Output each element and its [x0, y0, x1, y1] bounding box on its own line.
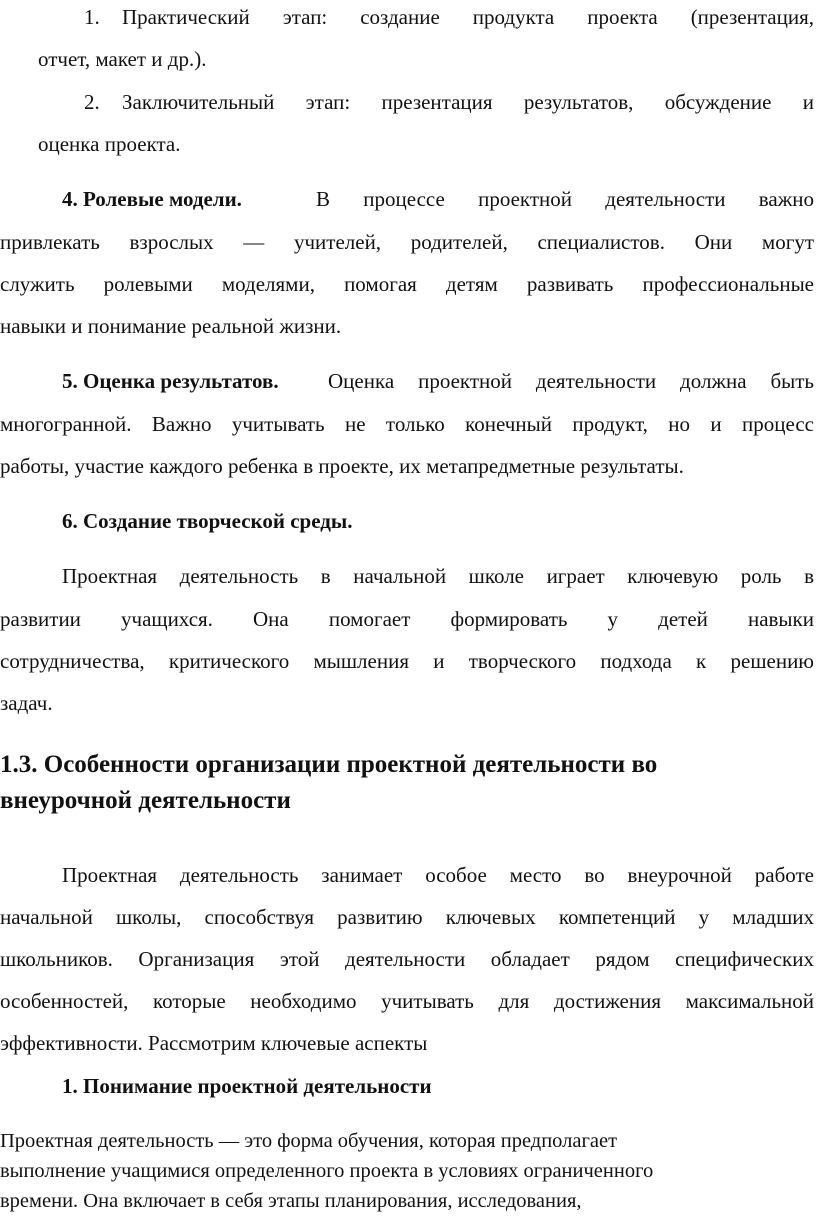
- list-item-text: Заключительный этап: презентация результатов, обсуждение и: [122, 90, 814, 114]
- section-heading: 5. Оценка результатов.: [62, 369, 279, 393]
- paragraph-line: Оценка проектной деятельности должна быть: [328, 369, 814, 393]
- paragraph-line: начальной школы, способствуя развитию ключевых компетенций у младших: [0, 905, 814, 929]
- section-heading: 4. Ролевые модели.: [62, 187, 242, 211]
- paragraph-line: навыки и понимание реальной жизни.: [0, 314, 342, 338]
- paragraph-line: работы, участие каждого ребенка в проекте, их метапредметные результаты.: [0, 454, 684, 478]
- paragraph-line: развитии учащихся. Она помогает формировать у детей навыки: [0, 607, 814, 631]
- paragraph-line: сотрудничества, критического мышления и творческого подхода к решению: [0, 649, 814, 673]
- list-item-text: оценка проекта.: [38, 132, 181, 156]
- list-item-text: Практический этап: создание продукта проекта (презентация,: [122, 5, 814, 29]
- section-heading: 6. Создание творческой среды.: [62, 509, 353, 533]
- list-item-number: 1.: [84, 5, 100, 29]
- paragraph-line: эффективности. Рассмотрим ключевые аспекты: [0, 1031, 428, 1055]
- paragraph-line: школьников. Организация этой деятельности обладает рядом специфических: [0, 947, 814, 971]
- paragraph-line: особенностей, которые необходимо учитывать для достижения максимальной: [0, 989, 814, 1013]
- paragraph-line: Проектная деятельность — это форма обучения, которая предполагает: [0, 1130, 618, 1152]
- paragraph-line: В процессе проектной деятельности важно: [316, 187, 814, 211]
- paragraph-line: служить ролевыми моделями, помогая детям развивать профессиональные: [0, 272, 814, 296]
- list-item-text: отчет, макет и др.).: [38, 47, 207, 71]
- paragraph-line: Проектная деятельность занимает особое место во внеурочной работе: [62, 863, 814, 887]
- paragraph-line: выполнение учащимися определенного проекта в условиях ограниченного: [0, 1160, 654, 1182]
- paragraph-line: Проектная деятельность в начальной школе играет ключевую роль в: [62, 564, 814, 588]
- list-item-number: 2.: [84, 90, 100, 114]
- paragraph-line: времени. Она включает в себя этапы планирования, исследования,: [0, 1190, 582, 1212]
- paragraph-line: привлекать взрослых — учителей, родителей, специалистов. Они могут: [0, 230, 814, 254]
- chapter-heading-line: внеурочной деятельности: [0, 787, 291, 814]
- chapter-heading-line: 1.3. Особенности организации проектной деятельности во: [0, 751, 658, 778]
- paragraph-line: многогранной. Важно учитывать не только конечный продукт, но и процесс: [0, 412, 814, 436]
- subheading: 1. Понимание проектной деятельности: [62, 1074, 432, 1098]
- paragraph-line: задач.: [0, 691, 53, 715]
